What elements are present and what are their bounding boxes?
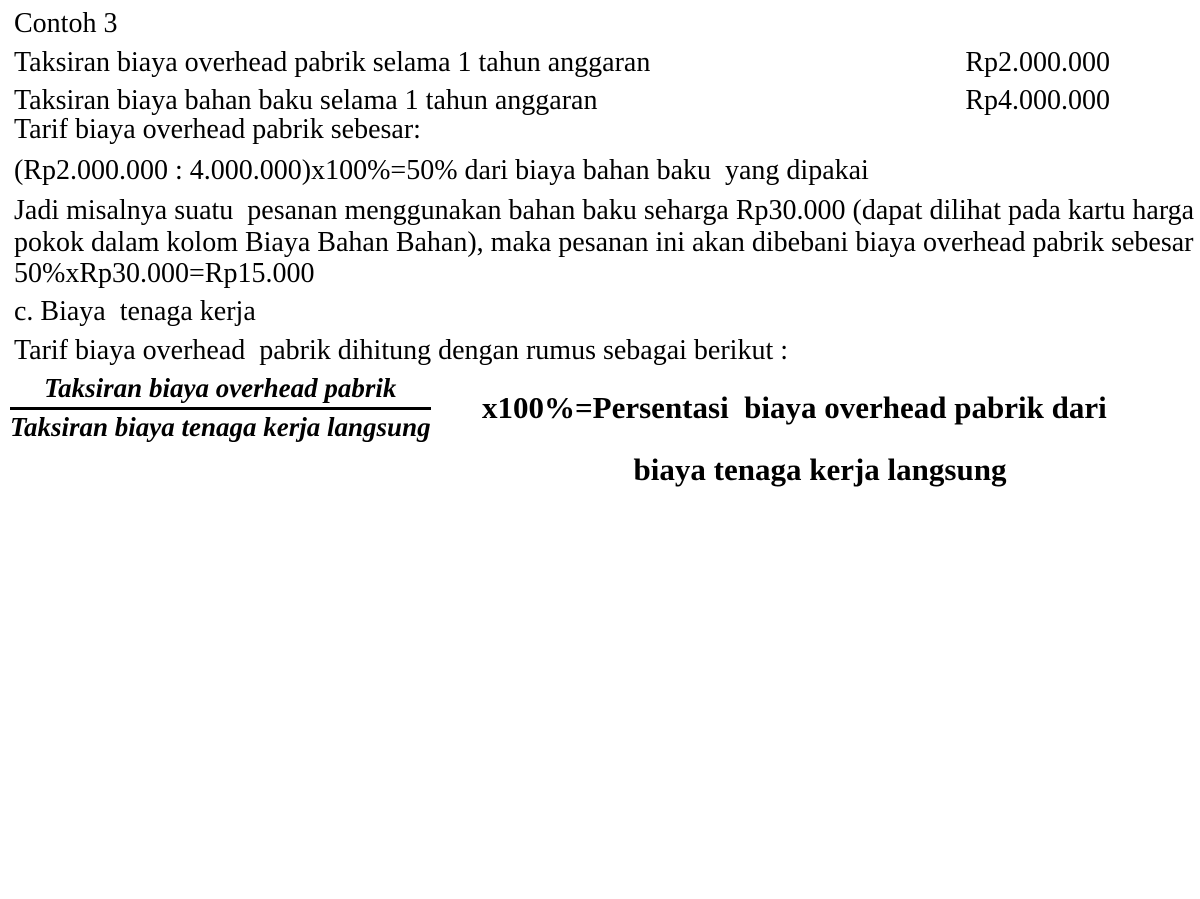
tarif-calculation: (Rp2.000.000 : 4.000.000)x100%=50% dari biaya bahan baku yang dipakai xyxy=(14,155,869,186)
overhead-rate-formula xyxy=(10,374,431,442)
paragraph-line-2: pokok dalam kolom Biaya Bahan Bahan), maka pesanan ini akan dibebani biaya overhead pabrik sebesar xyxy=(14,227,1194,258)
formula-numerator: Taksiran biaya overhead pabrik xyxy=(10,374,431,410)
estimate-overhead-value: Rp2.000.000 xyxy=(965,47,1110,78)
paragraph-line-1: Jadi misalnya suatu pesanan menggunakan bahan baku seharga Rp30.000 (dapat dilihat pada kartu harga xyxy=(14,195,1195,226)
estimate-overhead-label: Taksiran biaya overhead pabrik selama 1 tahun anggaran xyxy=(14,47,651,78)
tarif-heading: Tarif biaya overhead pabrik sebesar: xyxy=(14,114,421,145)
formula-result-line-1: x100%=Persentasi biaya overhead pabrik dari xyxy=(482,390,1107,425)
formula-denominator: Taksiran biaya tenaga kerja langsung xyxy=(10,412,431,443)
paragraph-line-3: 50%xRp30.000=Rp15.000 xyxy=(14,258,315,289)
estimate-material-label: Taksiran biaya bahan baku selama 1 tahun anggaran xyxy=(14,85,598,116)
estimate-material-value: Rp4.000.000 xyxy=(965,85,1110,116)
rumus-intro: Tarif biaya overhead pabrik dihitung dengan rumus sebagai berikut : xyxy=(14,335,789,366)
formula-result-line-2: biaya tenaga kerja langsung xyxy=(633,451,1007,487)
section-c-heading: c. Biaya tenaga kerja xyxy=(14,296,256,327)
formula-result xyxy=(482,390,1158,487)
formula-fraction xyxy=(10,374,431,442)
page-title: Contoh 3 xyxy=(14,8,118,39)
